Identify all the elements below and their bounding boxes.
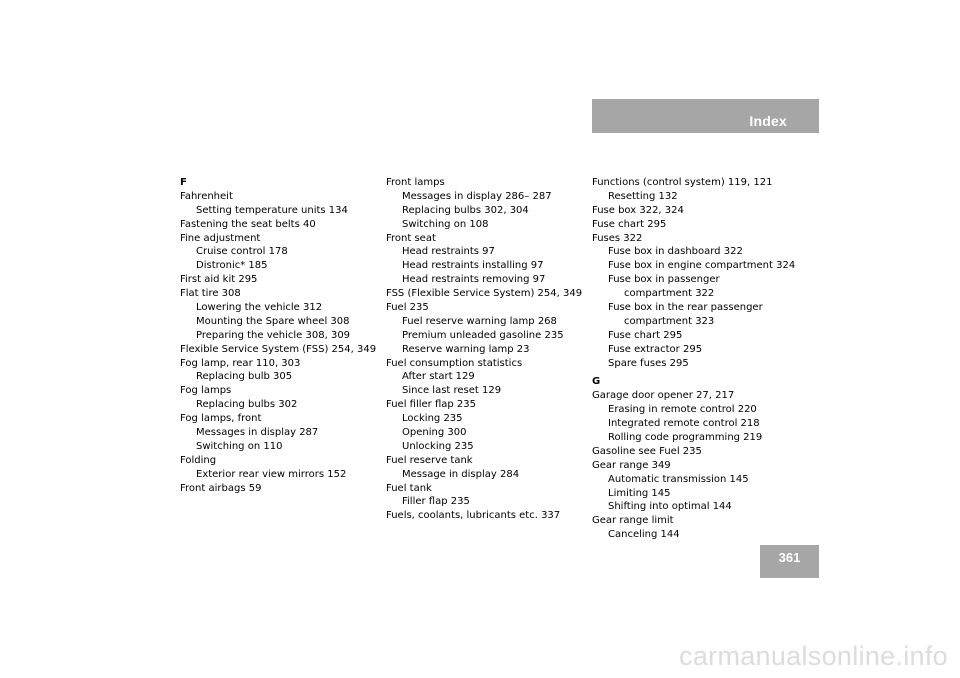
index-subentry: Limiting 145	[608, 487, 671, 499]
index-subentry: Canceling 144	[608, 529, 680, 541]
index-header-bar	[592, 99, 819, 133]
index-entry: Garage door opener 27, 217	[592, 390, 735, 402]
index-subentry: Filler flap 235	[402, 496, 470, 508]
index-subentry: Switching on 108	[402, 218, 489, 230]
index-entry: Fog lamps	[180, 385, 232, 397]
index-entry: Fuel 235	[386, 302, 429, 314]
index-entry: Fahrenheit	[180, 190, 233, 202]
index-subentry: Fuse chart 295	[608, 329, 683, 341]
index-entry: Gear range limit	[592, 515, 674, 527]
index-entry: Functions (control system) 119, 121	[592, 177, 773, 188]
index-subentry: Replacing bulbs 302, 304	[402, 204, 529, 216]
index-subentry-continuation: compartment 322	[624, 288, 715, 300]
index-entry: Front seat	[386, 232, 436, 244]
index-entry: Fuel tank	[386, 482, 432, 494]
index-subentry: Fuse box in passenger	[608, 274, 720, 286]
index-subentry: Premium unleaded gasoline 235	[402, 329, 564, 341]
index-column-3	[592, 176, 795, 542]
index-subentry: Spare fuses 295	[608, 357, 689, 369]
index-subentry: Replacing bulbs 302	[196, 399, 298, 411]
index-subentry: Head restraints installing 97	[402, 260, 544, 272]
index-subentry: Fuse box in dashboard 322	[608, 246, 743, 258]
index-subentry: After start 129	[402, 371, 475, 383]
index-subentry: Setting temperature units 134	[196, 204, 348, 216]
index-subentry: Distronic* 185	[196, 260, 268, 272]
index-entry: Fuel reserve tank	[386, 454, 473, 466]
index-entry: Fuel consumption statistics	[386, 357, 523, 369]
index-subentry: Fuse extractor 295	[608, 343, 703, 355]
index-subentry: Head restraints 97	[402, 246, 495, 258]
index-subentry: Fuel reserve warning lamp 268	[402, 315, 557, 327]
index-subentry: Preparing the vehicle 308, 309	[196, 329, 351, 341]
index-subentry: Since last reset 129	[402, 385, 502, 397]
index-subentry: Locking 235	[402, 413, 463, 425]
index-subentry: Resetting 132	[608, 190, 678, 202]
index-subentry: Replacing bulb 305	[196, 371, 293, 383]
index-header-title: Index	[749, 113, 787, 129]
index-entry: Front lamps	[386, 177, 445, 188]
index-entry: Flat tire 308	[180, 288, 241, 300]
index-subentry: Lowering the vehicle 312	[196, 302, 323, 314]
index-entry: First aid kit 295	[180, 274, 258, 286]
index-subentry: Messages in display 287	[196, 427, 319, 439]
index-subentry: Integrated remote control 218	[608, 418, 760, 430]
index-entry: Fuel filler flap 235	[386, 399, 476, 411]
index-entry: Fastening the seat belts 40	[180, 218, 316, 230]
index-entry: Folding	[180, 454, 217, 466]
index-subentry: Opening 300	[402, 427, 467, 439]
index-subentry-continuation: compartment 323	[624, 315, 715, 327]
index-subentry: Cruise control 178	[196, 246, 288, 258]
index-section-letter: G	[592, 376, 601, 388]
index-column-2	[386, 176, 582, 523]
index-subentry: Fuse box in the rear passenger	[608, 302, 763, 314]
index-entry: Fuse box 322, 324	[592, 204, 684, 216]
index-entry: Fine adjustment	[180, 232, 261, 244]
index-subentry: Mounting the Spare wheel 308	[196, 315, 350, 327]
index-entry: Fuse chart 295	[592, 218, 667, 230]
index-column-1	[180, 176, 376, 495]
index-subentry: Unlocking 235	[402, 440, 474, 452]
index-subentry: Messages in display 286– 287	[402, 190, 552, 202]
index-entry: Flexible Service System (FSS) 254, 349	[180, 343, 377, 355]
index-subentry: Switching on 110	[196, 440, 283, 452]
watermark: carmanualsonline.info	[679, 641, 948, 671]
index-subentry: Shifting into optimal 144	[608, 501, 732, 513]
index-entry: Fuses 322	[592, 232, 643, 244]
index-subentry: Exterior rear view mirrors 152	[196, 468, 347, 480]
index-entry: Fog lamps, front	[180, 413, 262, 425]
index-subentry: Erasing in remote control 220	[608, 404, 757, 416]
index-entry: Gear range 349	[592, 459, 671, 471]
index-entry: Gasoline see Fuel 235	[592, 445, 702, 457]
index-section-letter: F	[180, 177, 187, 188]
index-subentry: Message in display 284	[402, 468, 520, 480]
page-number: 361	[778, 550, 801, 565]
index-subentry: Rolling code programming 219	[608, 432, 763, 444]
index-subentry: Automatic transmission 145	[608, 473, 749, 485]
index-subentry: Reserve warning lamp 23	[402, 343, 530, 355]
index-entry: FSS (Flexible Service System) 254, 349	[386, 288, 583, 300]
index-entry: Fog lamp, rear 110, 303	[180, 357, 301, 369]
index-entry: Front airbags 59	[180, 482, 262, 494]
page-number-box	[760, 545, 819, 578]
index-subentry: Head restraints removing 97	[402, 274, 546, 286]
index-subentry: Fuse box in engine compartment 324	[608, 260, 796, 272]
index-entry: Fuels, coolants, lubricants etc. 337	[386, 510, 561, 522]
